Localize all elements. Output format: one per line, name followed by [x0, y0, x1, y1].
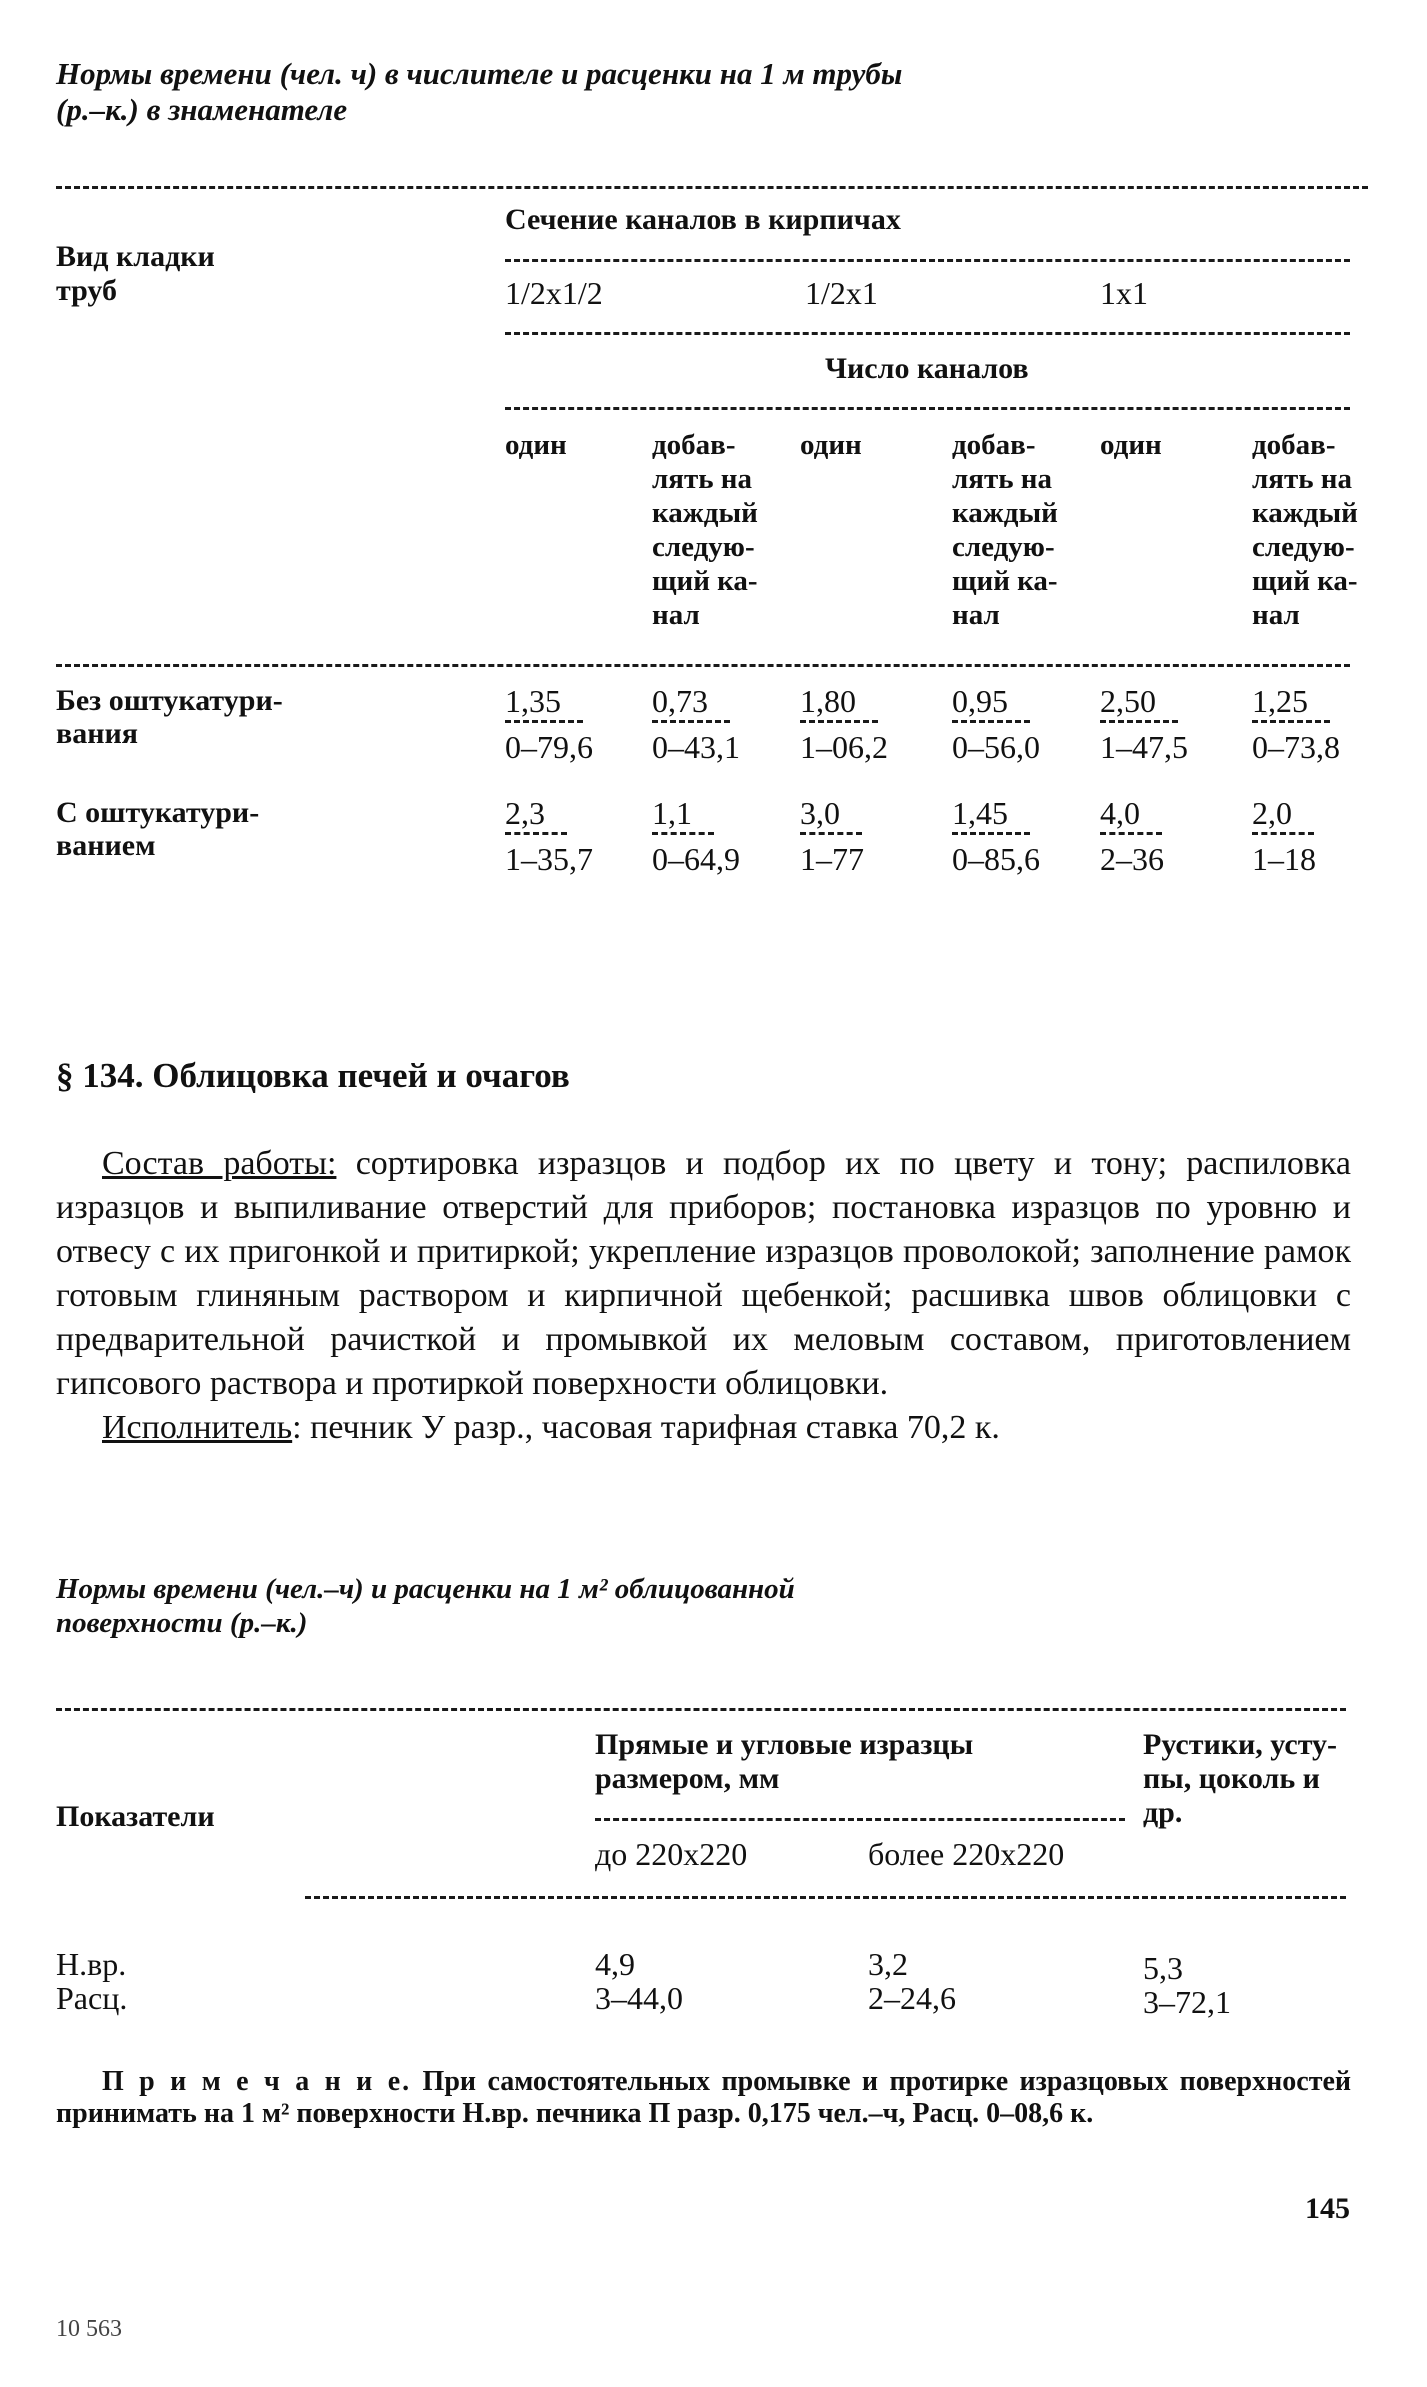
cell-numerator: 1,35 [505, 682, 583, 723]
cell-numerator: 2,0 [1252, 794, 1314, 835]
sub-add-line: лять на [652, 463, 752, 495]
col-header-rustic [1143, 1728, 1337, 1830]
table-row-label [56, 796, 356, 862]
composition-label: Состав работы: [102, 1145, 337, 1182]
table-cell [1100, 794, 1240, 879]
sub-add-line: каждый [952, 497, 1058, 529]
section-title: § 134. Облицовка печей и очагов [56, 1056, 570, 1095]
group-header-line2: размером, мм [595, 1762, 780, 1795]
cell-denominator: 0–56,0 [952, 729, 1040, 765]
cell-denominator: 2–36 [1100, 841, 1164, 877]
row-header-line1: Вид кладки [56, 240, 215, 273]
cell-numerator: 1,1 [652, 794, 714, 835]
cell-numerator: 4,0 [1100, 794, 1162, 835]
sub-add-line: следую- [952, 531, 1055, 563]
table1-group-rule [505, 259, 1350, 262]
table1-caption [56, 56, 902, 128]
sub-add-line: каждый [1252, 497, 1358, 529]
cell-numerator: 2,50 [1100, 682, 1178, 723]
table2-header-rule [305, 1896, 1346, 1899]
sub-header-one-3: один [1100, 429, 1162, 461]
rustic-line2: пы, цоколь и [1143, 1762, 1320, 1795]
cell-numerator: 1,45 [952, 794, 1030, 835]
table-cell [1100, 682, 1240, 767]
table-cell: 2–24,6 [868, 1980, 956, 2016]
sub-add-line: добав- [952, 429, 1036, 461]
group-header-line1: Прямые и угловые изразцы [595, 1728, 974, 1761]
sub-header-add-1 [652, 428, 758, 632]
table-cell [505, 794, 645, 879]
table-row-label [56, 684, 356, 750]
sub-add-line: нал [652, 599, 700, 631]
table-row-label: Н.вр. [56, 1946, 127, 1982]
composition-paragraph [56, 1142, 1351, 1450]
table2-caption-line2: поверхности (р.–к.) [56, 1607, 308, 1639]
table1-channels-rule [505, 407, 1350, 410]
cell-numerator: 0,73 [652, 682, 730, 723]
cell-denominator: 1–77 [800, 841, 864, 877]
table1-group-header: Сечение каналов в кирпичах [505, 203, 901, 236]
table2-group-header [595, 1728, 973, 1796]
table-cell [952, 794, 1092, 879]
sub-header-add-2 [952, 428, 1058, 632]
table2-row-header: Показатели [56, 1800, 215, 1833]
table2-caption-line1: Нормы времени (чел.–ч) и расценки на 1 м² облицованной [56, 1573, 795, 1605]
sub-add-line: нал [952, 599, 1000, 631]
table-cell [652, 794, 792, 879]
composition-text: сортировка изразцов и подбор их по цвету и тону; распиловка изразцов и выпиливание отверстий для приборов; постановка изразцов по уровню и отвесу с их пригонкой и притиркой; укрепление изразцов проволокой; заполнение рамок готовым глиняным раствором и кирпичной щебенкой; расшивка швов облицовки с предварительной рачисткой и промывкой их меловым составом, приготовлением гипсового раствора и протиркой поверхности облицовки. [56, 1145, 1351, 1402]
col-header-large: более 220x220 [868, 1836, 1065, 1872]
cell-numerator: 0,95 [952, 682, 1030, 723]
sub-add-line: следую- [1252, 531, 1355, 563]
table-row-label: Расц. [56, 1980, 128, 2016]
sub-add-line: каждый [652, 497, 758, 529]
table2-group-rule [595, 1818, 1125, 1821]
sub-add-line: добав- [1252, 429, 1336, 461]
sub-add-line: щий ка- [652, 565, 758, 597]
note-text: При самостоятельных промывке и протирке изразцовых поверхностей принимать на 1 м² поверхности Н.вр. печника П разр. 0,175 чел.–ч, Расц. 0–08,6 к. [56, 2066, 1352, 2129]
sub-add-line: щий ка- [1252, 565, 1358, 597]
sub-header-one-1: один [505, 429, 567, 461]
table1-caption-line2: (р.–к.) в знаменателе [56, 92, 348, 127]
sub-header-one-2: один [800, 429, 862, 461]
section-header-2: 1/2x1 [805, 275, 878, 311]
page-number: 145 [1305, 2192, 1350, 2225]
sub-add-line: нал [1252, 599, 1300, 631]
footer-mark: 10 563 [56, 2316, 122, 2342]
note-label: П р и м е ч а н и е. [102, 2066, 412, 2097]
row-header-line2: труб [56, 274, 117, 307]
table-cell [652, 682, 792, 767]
col-header-small: до 220x220 [595, 1836, 748, 1872]
sub-add-line: добав- [652, 429, 736, 461]
cell-denominator: 1–18 [1252, 841, 1316, 877]
row-label-line1: Без оштукатури- [56, 684, 283, 717]
table-cell: 3–72,1 [1143, 1984, 1231, 2020]
executor-text: : печник У разр., часовая тарифная ставка 70,2 к. [292, 1409, 1000, 1446]
cell-numerator: 1,80 [800, 682, 878, 723]
table1-sections-rule [505, 332, 1350, 335]
table-cell [1252, 794, 1392, 879]
cell-denominator: 1–47,5 [1100, 729, 1188, 765]
table2-top-rule [56, 1708, 1346, 1711]
table-cell: 4,9 [595, 1946, 635, 1982]
rustic-line1: Рустики, усту- [1143, 1728, 1338, 1761]
cell-numerator: 1,25 [1252, 682, 1330, 723]
sub-add-line: следую- [652, 531, 755, 563]
row-label-line2: ванием [56, 829, 156, 862]
section-header-3: 1x1 [1100, 275, 1148, 311]
section-header-1: 1/2x1/2 [505, 275, 603, 311]
table-cell [800, 794, 940, 879]
table-cell [1252, 682, 1392, 767]
cell-denominator: 0–85,6 [952, 841, 1040, 877]
table1-row-header [56, 240, 215, 308]
table1-header-rule [56, 664, 1350, 667]
table-cell: 3–44,0 [595, 1980, 683, 2016]
table-cell [800, 682, 940, 767]
row-label-line2: вания [56, 717, 139, 750]
table-cell [505, 682, 645, 767]
sub-header-add-3 [1252, 428, 1358, 632]
cell-denominator: 1–06,2 [800, 729, 888, 765]
channels-header: Число каналов [825, 352, 1029, 385]
table-cell: 3,2 [868, 1946, 908, 1982]
row-label-line1: С оштукатури- [56, 796, 260, 829]
table1-top-rule [56, 186, 1368, 189]
sub-add-line: лять на [1252, 463, 1352, 495]
sub-add-line: лять на [952, 463, 1052, 495]
table1-caption-line1: Нормы времени (чел. ч) в числителе и расценки на 1 м трубы [56, 56, 903, 91]
cell-denominator: 0–64,9 [652, 841, 740, 877]
note-paragraph [56, 2066, 1351, 2130]
table2-caption [56, 1572, 795, 1640]
executor-label: Исполнитель [102, 1409, 293, 1446]
table-cell [952, 682, 1092, 767]
cell-denominator: 0–43,1 [652, 729, 740, 765]
cell-denominator: 1–35,7 [505, 841, 593, 877]
cell-denominator: 0–73,8 [1252, 729, 1340, 765]
rustic-line3: др. [1143, 1796, 1183, 1829]
cell-denominator: 0–79,6 [505, 729, 593, 765]
cell-numerator: 3,0 [800, 794, 862, 835]
cell-numerator: 2,3 [505, 794, 567, 835]
table-cell: 5,3 [1143, 1950, 1183, 1986]
sub-add-line: щий ка- [952, 565, 1058, 597]
